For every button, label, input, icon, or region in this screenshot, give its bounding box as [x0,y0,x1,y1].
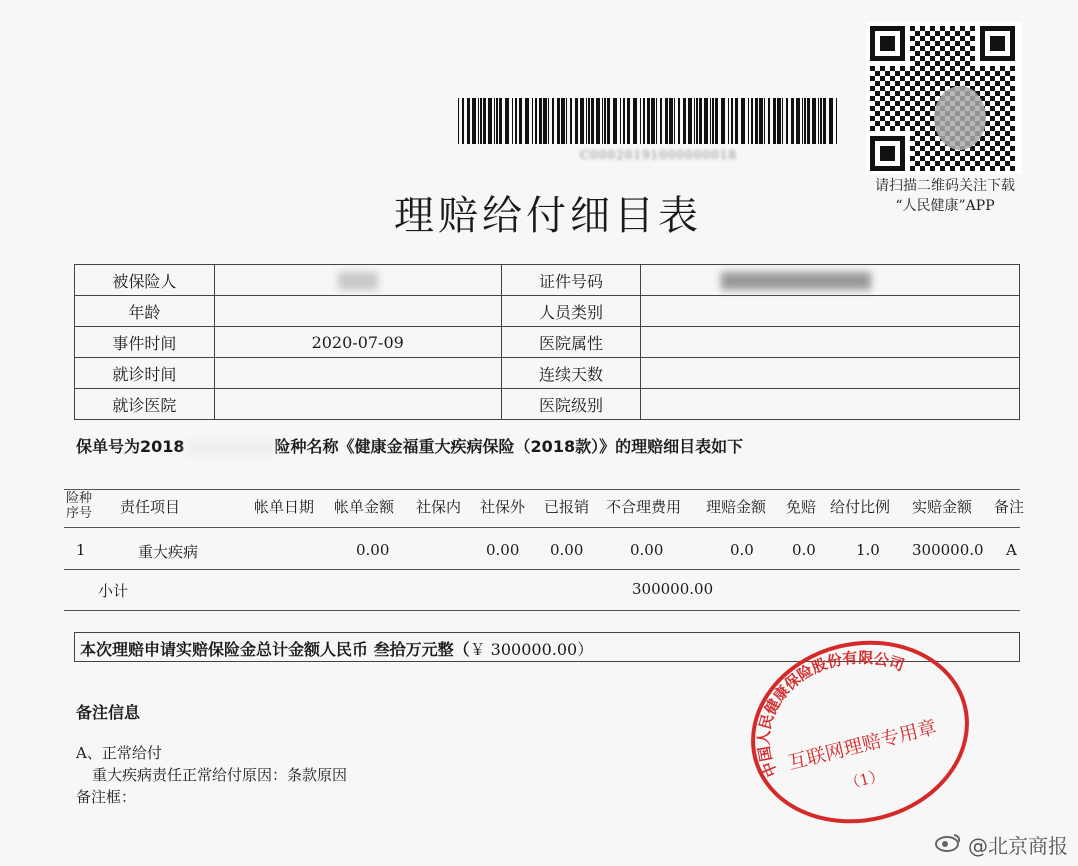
redacted-id [721,272,871,290]
row-remark: A [1006,541,1017,559]
hospital-level-label: 医院级别 [501,389,641,420]
header-claim-amount: 理赔金额 [706,498,767,516]
insured-info-table [74,264,1020,420]
remark-line1: A、正常给付 [76,744,162,762]
policy-prefix: 保单号为2018 [76,437,185,456]
hospital-attr-value [641,327,1020,358]
row-unreasonable: 0.00 [630,541,664,559]
hospital-attr-label: 医院属性 [501,327,641,358]
age-value [214,296,501,327]
company-seal [746,636,974,826]
header-bill-date: 帐单日期 [254,498,315,516]
insured-label: 被保险人 [75,265,215,296]
visit-time-value [214,358,501,389]
remark-line3: 备注框： [76,788,137,806]
id-value [641,265,1020,296]
svg-text:（1）: （1） [843,766,886,794]
subtotal-label: 小计 [98,582,129,600]
row-social-outside: 0.00 [486,541,520,559]
remark-line2: 重大疾病责任正常给付原因：条款原因 [92,766,348,784]
serial-header [66,491,92,521]
barcode [458,98,840,144]
hospital-value [214,389,501,420]
total-text: 本次理赔申请实赔保险金总计金额人民币 叁拾万元整（ [80,640,470,659]
detail-top-rule [64,489,1020,490]
header-ratio: 给付比例 [830,498,891,516]
row-ratio: 1.0 [856,541,880,559]
qr-code [866,22,1022,174]
hospital-level-value [641,389,1020,420]
header-social-inside: 社保内 [416,498,462,516]
header-paid: 实赔金额 [912,498,973,516]
policy-line [76,434,743,457]
continuous-days-label: 连续天数 [501,358,641,389]
remarks-title: 备注信息 [76,703,141,722]
serial-header-line1: 险种 [66,491,93,506]
barcode-number-blurred: C00020191000000018 [580,148,737,162]
row-claim-amount: 0.0 [730,541,754,559]
header-remark: 备注 [994,498,1025,516]
document-title: 理赔给付细目表 [394,193,702,239]
continuous-days-value [641,358,1020,389]
row-serial: 1 [76,541,86,559]
header-reimbursed: 已报销 [544,498,590,516]
row-reimbursed: 0.00 [550,541,584,559]
header-social-outside: 社保外 [480,498,526,516]
qr-caption-line2: “人民健康”APP [895,198,995,214]
policy-suffix: 险种名称《健康金福重大疾病保险（2018款）》的理赔细目表如下 [274,437,744,456]
row-deductible: 0.0 [792,541,816,559]
total-amount: ￥ 300000.00） [469,640,594,659]
header-item: 责任项目 [120,498,181,516]
redacted-policy-number [185,440,275,456]
visit-time-label: 就诊时间 [75,358,215,389]
detail-row-rule [64,569,1020,570]
hospital-label: 就诊医院 [75,389,215,420]
row-paid: 300000.0 [912,541,984,559]
row-bill-amount: 0.00 [356,541,390,559]
age-label: 年龄 [75,296,215,327]
subtotal-value: 300000.00 [632,580,714,598]
watermark: @北京商报 [968,834,1068,858]
row-item: 重大疾病 [138,543,199,561]
svg-text:中国人民健康保险股份有限公司: 中国人民健康保险股份有限公司 [754,648,907,780]
redacted-name [338,272,378,290]
id-label: 证件号码 [501,265,641,296]
person-type-value [641,296,1020,327]
weibo-icon [934,832,962,852]
detail-bottom-rule [64,610,1020,611]
header-deductible: 免赔 [786,498,817,516]
qr-caption-line1: 请扫描二维码关注下载 [875,178,1015,194]
event-time-label: 事件时间 [75,327,215,358]
serial-header-line2: 序号 [66,506,93,521]
qr-caption [850,176,1040,216]
detail-header-rule [64,527,1020,528]
insured-value [214,265,501,296]
total-line [80,637,593,660]
header-bill-amount: 帐单金额 [334,498,395,516]
svg-text:互联网理赔专用章: 互联网理赔专用章 [786,716,939,775]
header-unreasonable: 不合理费用 [606,498,682,516]
event-time-value: 2020-07-09 [214,327,501,358]
person-type-label: 人员类别 [501,296,641,327]
